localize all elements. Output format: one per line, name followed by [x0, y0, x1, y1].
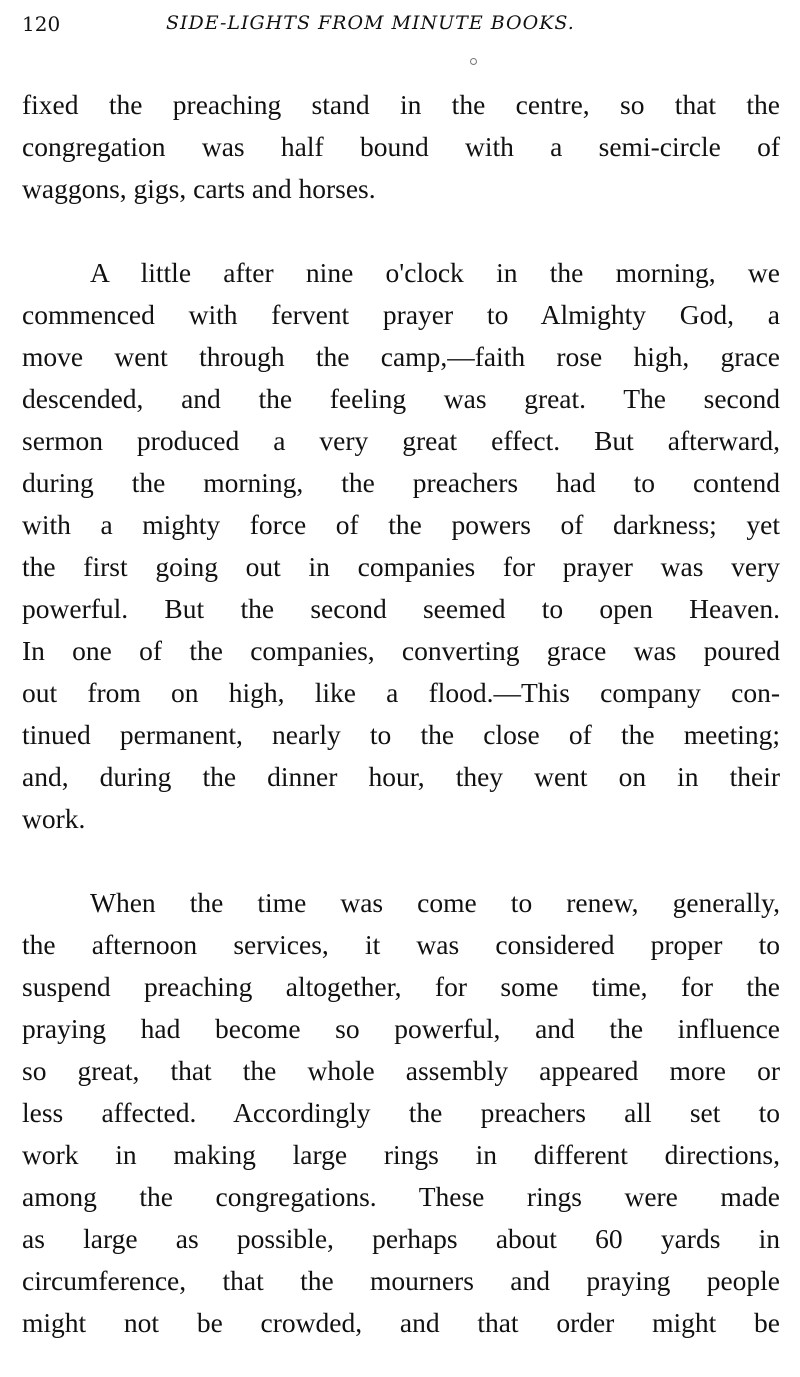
text-line: tinued permanent, nearly to the close of the meeting; — [22, 719, 780, 750]
text-line: circumference, that the mourners and praying people — [22, 1265, 780, 1296]
page-number: 120 — [22, 12, 61, 36]
text-line: might not be crowded, and that order might be — [22, 1307, 780, 1338]
text-line: commenced with fervent prayer to Almighty God, a — [22, 299, 780, 330]
text-line: as large as possible, perhaps about 60 yards in — [22, 1223, 780, 1254]
text-line: descended, and the feeling was great. The second — [22, 383, 780, 414]
text-line: less affected. Accordingly the preachers all set to — [22, 1097, 780, 1128]
text-line: during the morning, the preachers had to contend — [22, 467, 780, 498]
text-line: waggons, gigs, carts and horses. — [22, 173, 376, 204]
text-line: praying had become so powerful, and the influence — [22, 1013, 780, 1044]
text-line: among the congregations. These rings were made — [22, 1181, 780, 1212]
paragraph-morning — [22, 252, 780, 840]
text-line: work. — [22, 803, 86, 834]
text-line: powerful. But the second seemed to open Heaven. — [22, 593, 780, 624]
text-line: suspend preaching altogether, for some time, for the — [22, 971, 780, 1002]
text-line: and, during the dinner hour, they went on in their — [22, 761, 780, 792]
paragraph-continued — [22, 84, 780, 210]
text-line: A little after nine o'clock in the morning, we — [90, 257, 780, 288]
text-line: with a mighty force of the powers of darkness; yet — [22, 509, 780, 540]
text-line: sermon produced a very great effect. But afterward, — [22, 425, 780, 456]
text-line: move went through the camp,—faith rose high, grace — [22, 341, 780, 372]
text-line: When the time was come to renew, generally, — [90, 887, 780, 918]
text-line: In one of the companies, converting grace was poured — [22, 635, 780, 666]
text-line: congregation was half bound with a semi-circle of — [22, 131, 780, 162]
text-line: out from on high, like a flood.—This company con- — [22, 677, 780, 708]
paragraph-afternoon — [22, 882, 780, 1344]
running-title: SIDE-LIGHTS FROM MINUTE BOOKS. — [166, 12, 575, 34]
text-line: the afternoon services, it was considered proper to — [22, 929, 780, 960]
text-line: fixed the preaching stand in the centre, so that the — [22, 89, 780, 120]
text-line: work in making large rings in different directions, — [22, 1139, 780, 1170]
print-speck — [470, 58, 477, 65]
text-line: so great, that the whole assembly appeared more or — [22, 1055, 780, 1086]
running-header — [22, 12, 780, 46]
text-line: the first going out in companies for prayer was very — [22, 551, 780, 582]
